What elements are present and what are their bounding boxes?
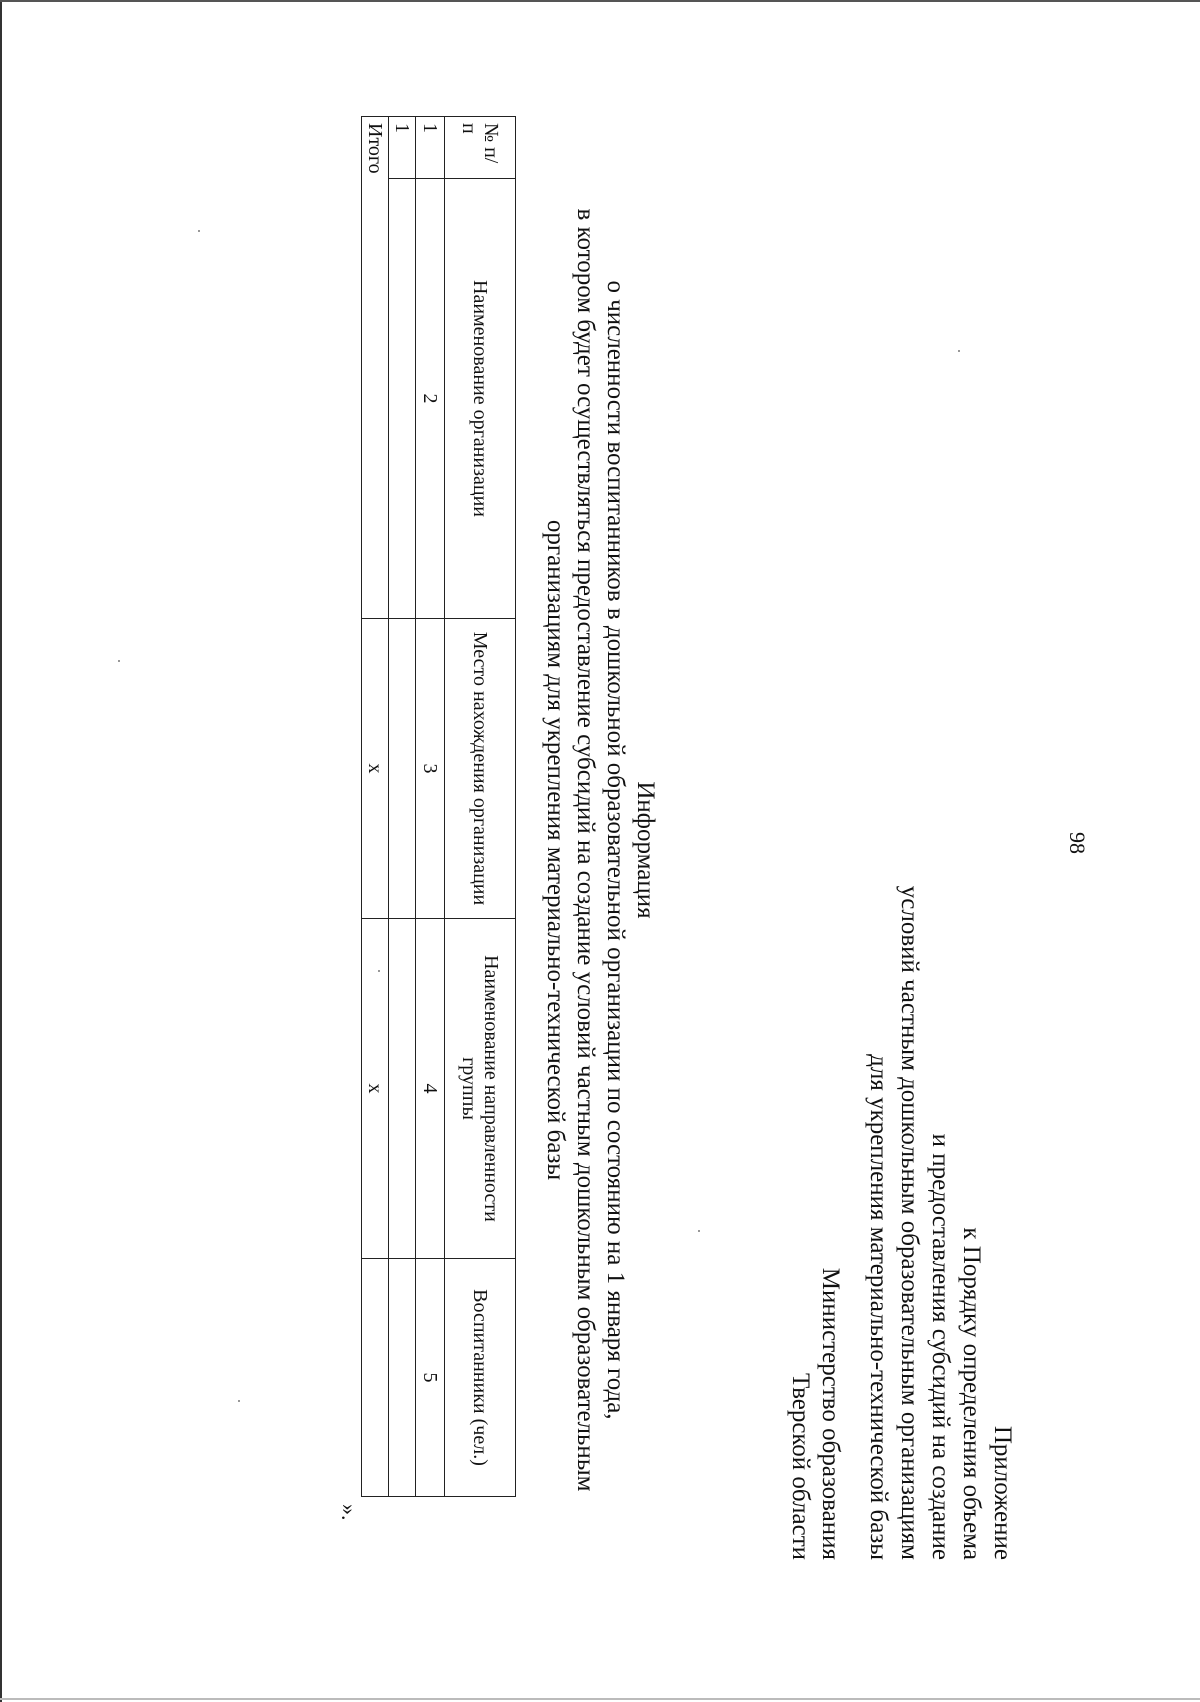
document-title: Информация [632, 781, 659, 919]
addressee-line: Министерство образования [817, 1267, 844, 1560]
column-number-cell: 1 [416, 117, 445, 179]
appendix-line: Приложение [989, 1425, 1016, 1560]
document-subtitle-line: о численности воспитанников в дошкольной образовательной организации по состоянию на 1 января года, [602, 280, 629, 1420]
scan-speck [958, 350, 960, 352]
table-cell [389, 179, 416, 619]
header-cell-location: Место нахождения организации [445, 619, 516, 919]
document-subtitle-line: организациям для укрепления материально-технической базы [542, 519, 569, 1181]
total-label-cell: Итого [362, 117, 389, 619]
column-number-cell: 3 [416, 619, 445, 919]
document-title-block [540, 50, 660, 1650]
total-cell: х [362, 619, 389, 919]
table-column-numbers-row [416, 117, 445, 1497]
column-number-cell: 5 [416, 1259, 445, 1497]
page-number: 98 [1065, 832, 1090, 854]
appendix-line: к Порядку определения объема [958, 1227, 985, 1560]
closing-quote-mark: ». [337, 1504, 362, 1521]
header-cell-group-focus: Наименование направленности группы [445, 919, 516, 1259]
document-subtitle-line: в котором будет осуществляться предоставление субсидий на создание условий частным дошкольным образовательным [572, 208, 599, 1492]
addressee-block [785, 960, 845, 1560]
table-header-row [445, 117, 516, 1497]
scan-speck [378, 970, 380, 972]
document-page [0, 50, 1100, 1650]
pupils-count-table [361, 116, 516, 1497]
scan-speck [698, 1230, 700, 1232]
addressee-line: Тверской области [787, 1373, 814, 1560]
scan-speck [238, 1400, 240, 1402]
scan-speck [198, 230, 200, 232]
total-cell: х [362, 919, 389, 1259]
total-cell [362, 1259, 389, 1497]
appendix-line: и предоставления субсидий на создание [927, 1133, 954, 1560]
scan-speck [118, 660, 120, 662]
table-cell: 1 [389, 117, 416, 179]
table-cell [389, 919, 416, 1259]
column-number-cell: 2 [416, 179, 445, 619]
table-cell [389, 1259, 416, 1497]
appendix-line: для укрепления материально-технической базы [865, 1054, 892, 1560]
scan-edge-top [0, 0, 1200, 2]
column-number-cell: 4 [416, 919, 445, 1259]
table-total-row [362, 117, 389, 1497]
header-cell-pupils: Воспитанники (чел.) [445, 1259, 516, 1497]
appendix-line: условий частным дошкольным образовательным организациям [896, 885, 923, 1560]
header-cell-number: № п/п [445, 117, 516, 179]
appendix-header [863, 800, 1018, 1560]
table-cell [389, 619, 416, 919]
table-row [389, 117, 416, 1497]
header-cell-org-name: Наименование организации [445, 179, 516, 619]
scan-edge-bottom [0, 1698, 1200, 1700]
